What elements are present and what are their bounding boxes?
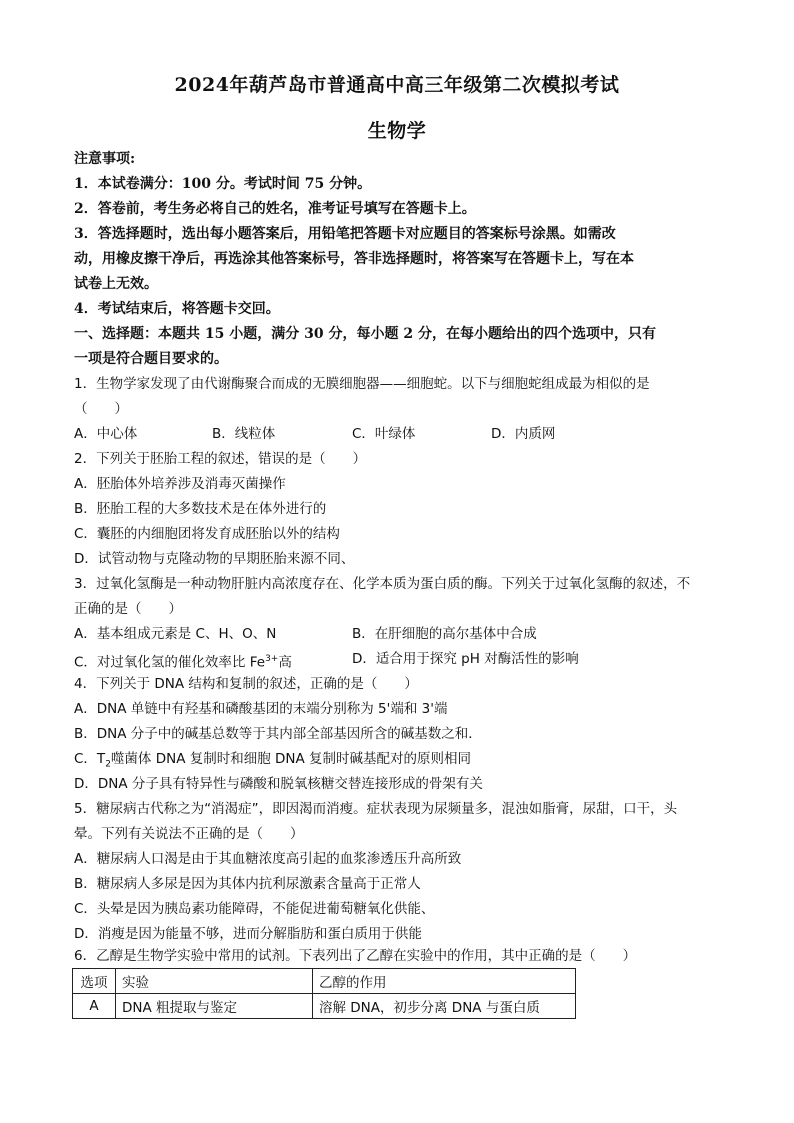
q2-option-b: B．胚胎工程的大多数技术是在体外进行的 [74, 501, 327, 517]
ethanol-table [72, 968, 576, 1019]
q4-stem: 4．下列关于 DNA 结构和复制的叙述，正确的是（ ） [74, 676, 418, 692]
table-header-cell: 实验 [116, 969, 313, 994]
q3-stem: 3．过氧化氢酶是一种动物肝脏内高浓度存在、化学本质为蛋白质的酶。下列关于过氧化氢酶的叙述，不 [74, 576, 691, 592]
table-cell: 溶解 DNA，初步分离 DNA 与蛋白质 [313, 994, 576, 1019]
q5-stem-line2: 晕。下列有关说法不正确的是（ ） [74, 826, 304, 842]
q1-option-a: A．中心体 [74, 426, 138, 442]
table-header-row [73, 969, 576, 994]
note-3-line1: 3．答选择题时，选出每小题答案后，用铅笔把答题卡对应题目的答案标号涂黑。如需改 [74, 226, 616, 242]
q4-option-d: D．DNA 分子具有特异性与磷酸和脱氧核糖交替连接形成的骨架有关 [74, 776, 483, 792]
q4-option-b: B．DNA 分子中的碱基总数等于其内部全部基因所含的碱基数之和． [74, 726, 482, 742]
q2-option-c: C．囊胚的内细胞团将发育成胚胎以外的结构 [74, 526, 340, 542]
q4-option-c [74, 749, 471, 775]
q1-option-b: B．线粒体 [212, 426, 276, 442]
q4-option-c-text: C．T [74, 751, 106, 767]
q1-option-c: C．叶绿体 [352, 426, 416, 442]
q5-option-a: A．糖尿病人口渴是由于其血糖浓度高引起的血浆渗透压升高所致 [74, 851, 462, 867]
note-1: 1．本试卷满分：100 分。考试时间 75 分钟。 [74, 176, 372, 192]
note-2: 2．答卷前，考生务必将自己的姓名，准考证号填写在答题卡上。 [74, 201, 476, 217]
q2-stem: 2．下列关于胚胎工程的叙述，错误的是（ ） [74, 451, 367, 467]
q3-option-c [74, 649, 292, 673]
note-4: 4．考试结束后，将答题卡交回。 [74, 301, 280, 317]
q5-option-d: D．消瘦是因为能量不够，进而分解脂肪和蛋白质用于供能 [74, 926, 422, 942]
q4-option-c-tail: 噬菌体 DNA 复制时和细胞 DNA 复制时碱基配对的原则相同 [110, 751, 472, 767]
notes-heading: 注意事项: [74, 151, 136, 167]
q1-stem: 1．生物学家发现了由代谢酶聚合而成的无膜细胞器——细胞蛇。以下与细胞蛇组成最为相似的是 [74, 376, 650, 392]
table-row [73, 994, 576, 1019]
note-3-line2: 动，用橡皮擦干净后，再选涂其他答案标号，答非选择题时，将答案写在答题卡上，写在本 [74, 251, 634, 267]
q6-stem: 6．乙醇是生物学实验中常用的试剂。下表列出了乙醇在实验中的作用，其中正确的是（ ） [74, 948, 637, 964]
q3-stem-line2: 正确的是（ ） [74, 601, 182, 617]
q2-option-d: D．试管动物与克隆动物的早期胚胎来源不同、 [74, 551, 355, 567]
q4-option-c-sub: 2 [105, 759, 111, 770]
exam-title: 2024年葫芦岛市普通高中高三年级第二次模拟考试 [174, 74, 620, 96]
q3-option-c-charge: 3+ [265, 654, 279, 664]
q2-option-a: A．胚胎体外培养涉及消毒灭菌操作 [74, 476, 286, 492]
q3-option-c-tail: 高 [278, 654, 292, 671]
table-header-cell: 选项 [73, 969, 116, 994]
table-cell: A [73, 994, 116, 1019]
section-heading-line1: 一、选择题：本题共 15 小题，满分 30 分，每小题 2 分，在每小题给出的四个选项中，只有 [74, 326, 656, 342]
note-3-line3: 试卷上无效。 [74, 276, 158, 292]
section-heading-line2: 一项是符合题目要求的。 [74, 351, 228, 367]
q3-option-d: D．适合用于探究 pH 对酶活性的影响 [352, 651, 579, 667]
table-header-cell: 乙醇的作用 [313, 969, 576, 994]
q5-option-b: B．糖尿病人多尿是因为其体内抗利尿激素含量高于正常人 [74, 876, 421, 892]
q3-option-a: A．基本组成元素是 C、H、O、N [74, 626, 277, 642]
q4-option-a: A．DNA 单链中有羟基和磷酸基团的末端分别称为 5'端和 3'端 [74, 701, 448, 717]
q5-stem: 5．糖尿病古代称之为“消渴症”，即因渴而消瘦。症状表现为尿频量多，混浊如脂膏，尿甜，口干，头 [74, 801, 678, 817]
q5-option-c: C．头晕是因为胰岛素功能障碍，不能促进葡萄糖氧化供能、 [74, 901, 435, 917]
q1-stem-paren: （ ） [74, 401, 128, 417]
q3-option-b: B．在肝细胞的高尔基体中合成 [352, 626, 537, 642]
q3-option-c-text: C．对过氧化氢的催化效率比 Fe [74, 654, 266, 671]
table-cell: DNA 粗提取与鉴定 [116, 994, 313, 1019]
subject-title: 生物学 [367, 120, 427, 142]
q1-option-d: D．内质网 [491, 426, 556, 442]
